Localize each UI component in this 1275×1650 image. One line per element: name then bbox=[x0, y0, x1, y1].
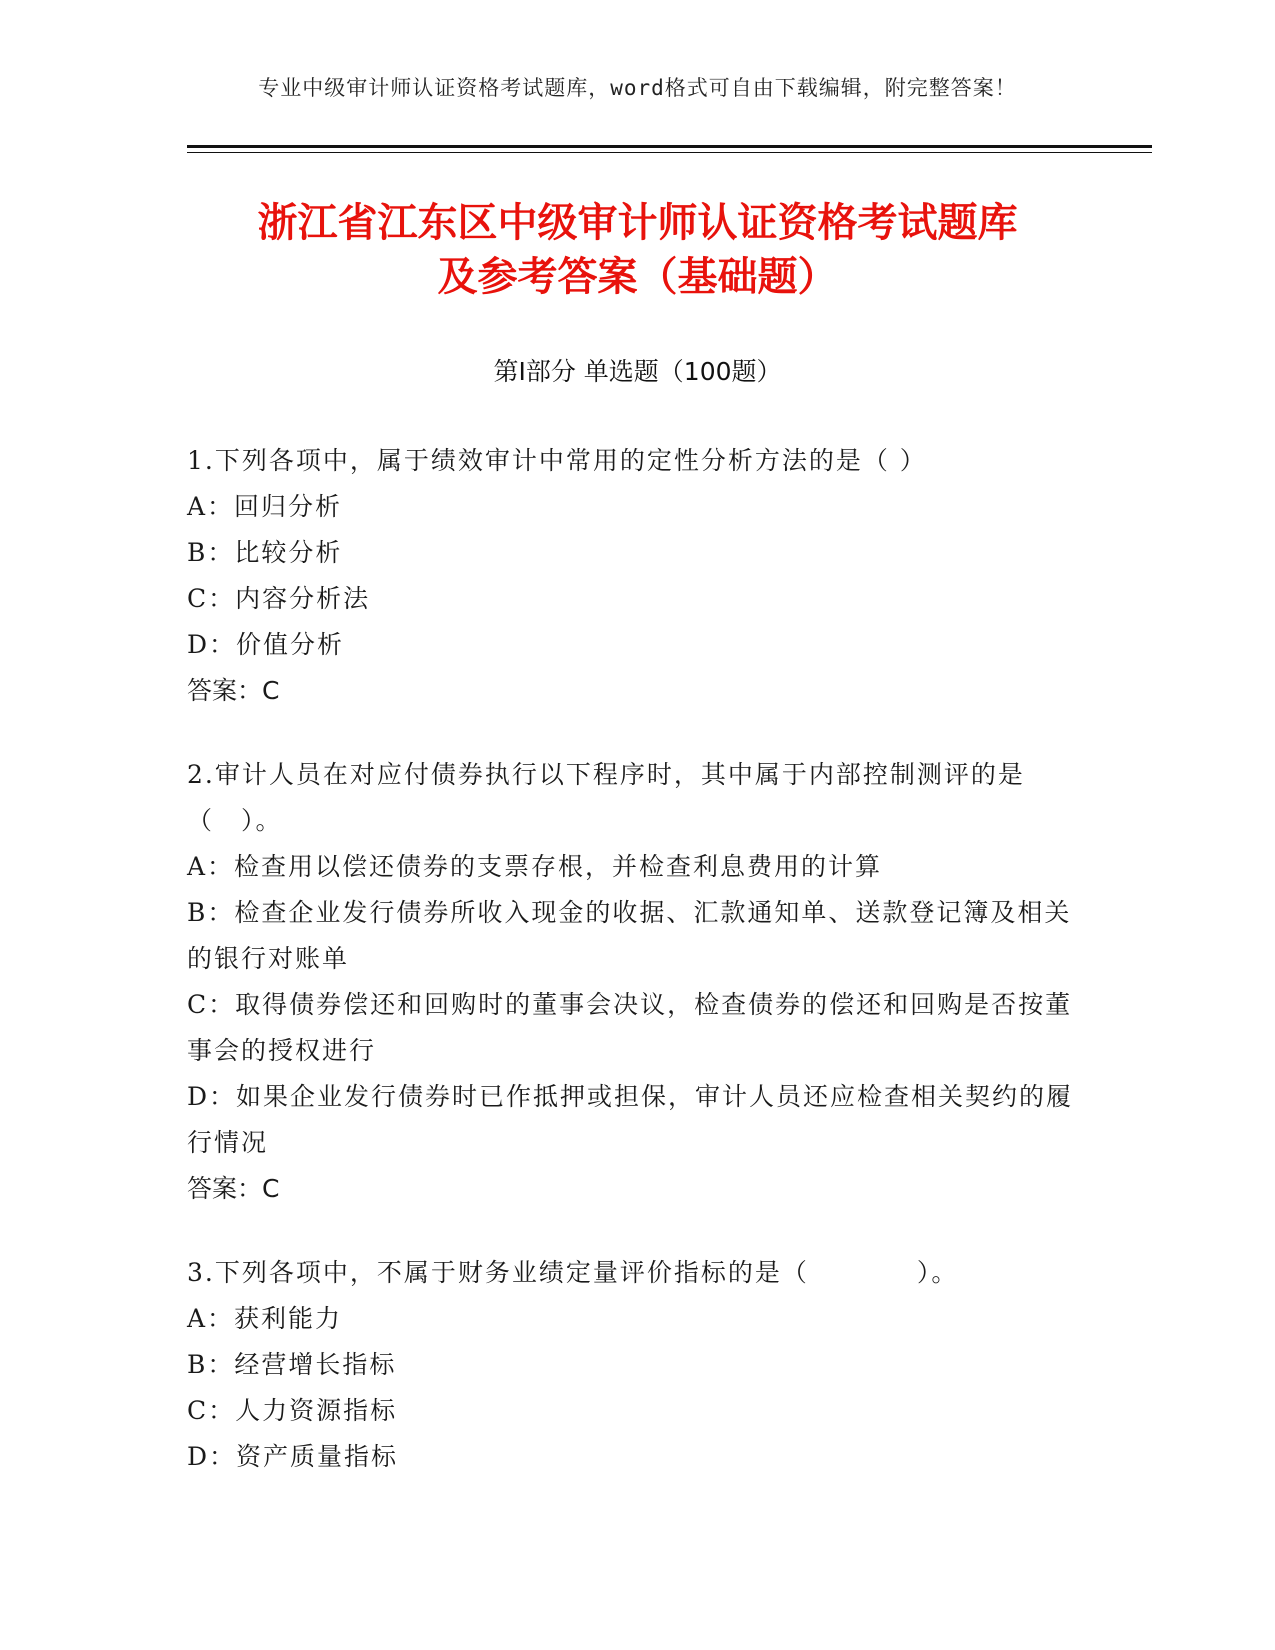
option-d: D：资产质量指标 bbox=[187, 1442, 399, 1471]
document-title-line-2: 及参考答案（基础题） bbox=[437, 254, 838, 300]
document-title bbox=[150, 196, 1125, 304]
option-d: D：如果企业发行债券时已作抵押或担保，审计人员还应检查相关契约的履行情况 bbox=[187, 1082, 1074, 1157]
option-a: A：获利能力 bbox=[187, 1304, 343, 1333]
option-b: B：比较分析 bbox=[187, 538, 343, 567]
option-c: C：人力资源指标 bbox=[187, 1396, 398, 1425]
question-stem: 3.下列各项中，不属于财务业绩定量评价指标的是（ ）。 bbox=[187, 1258, 959, 1287]
option-c: C：内容分析法 bbox=[187, 584, 371, 613]
header-rule-thin bbox=[187, 152, 1152, 153]
option-c: C：取得债券偿还和回购时的董事会决议，检查债券的偿还和回购是否按董事会的授权进行 bbox=[187, 990, 1073, 1065]
question-3 bbox=[187, 1250, 1077, 1480]
answer: 答案：C bbox=[187, 1174, 280, 1203]
question-2 bbox=[187, 752, 1077, 1212]
option-a: A：检查用以偿还债券的支票存根，并检查利息费用的计算 bbox=[187, 852, 883, 881]
answer: 答案：C bbox=[187, 676, 280, 705]
document-title-line-1: 浙江省江东区中级审计师认证资格考试题库 bbox=[257, 200, 1018, 246]
option-b: B：经营增长指标 bbox=[187, 1350, 397, 1379]
question-stem: 1.下列各项中，属于绩效审计中常用的定性分析方法的是（ ） bbox=[187, 446, 927, 475]
option-a: A：回归分析 bbox=[187, 492, 343, 521]
option-d: D：价值分析 bbox=[187, 630, 345, 659]
option-b: B：检查企业发行债券所收入现金的收据、汇款通知单、送款登记簿及相关的银行对账单 bbox=[187, 898, 1072, 973]
question-list bbox=[187, 438, 1077, 1518]
page-header: 专业中级审计师认证资格考试题库，word格式可自由下载编辑，附完整答案！ bbox=[258, 76, 1017, 100]
section-title: 第Ⅰ部分 单选题（100题） bbox=[493, 357, 782, 386]
question-stem: 2.审计人员在对应付债券执行以下程序时，其中属于内部控制测评的是（ ）。 bbox=[187, 760, 1025, 835]
header-rule-thick bbox=[187, 145, 1152, 148]
question-1 bbox=[187, 438, 1077, 714]
